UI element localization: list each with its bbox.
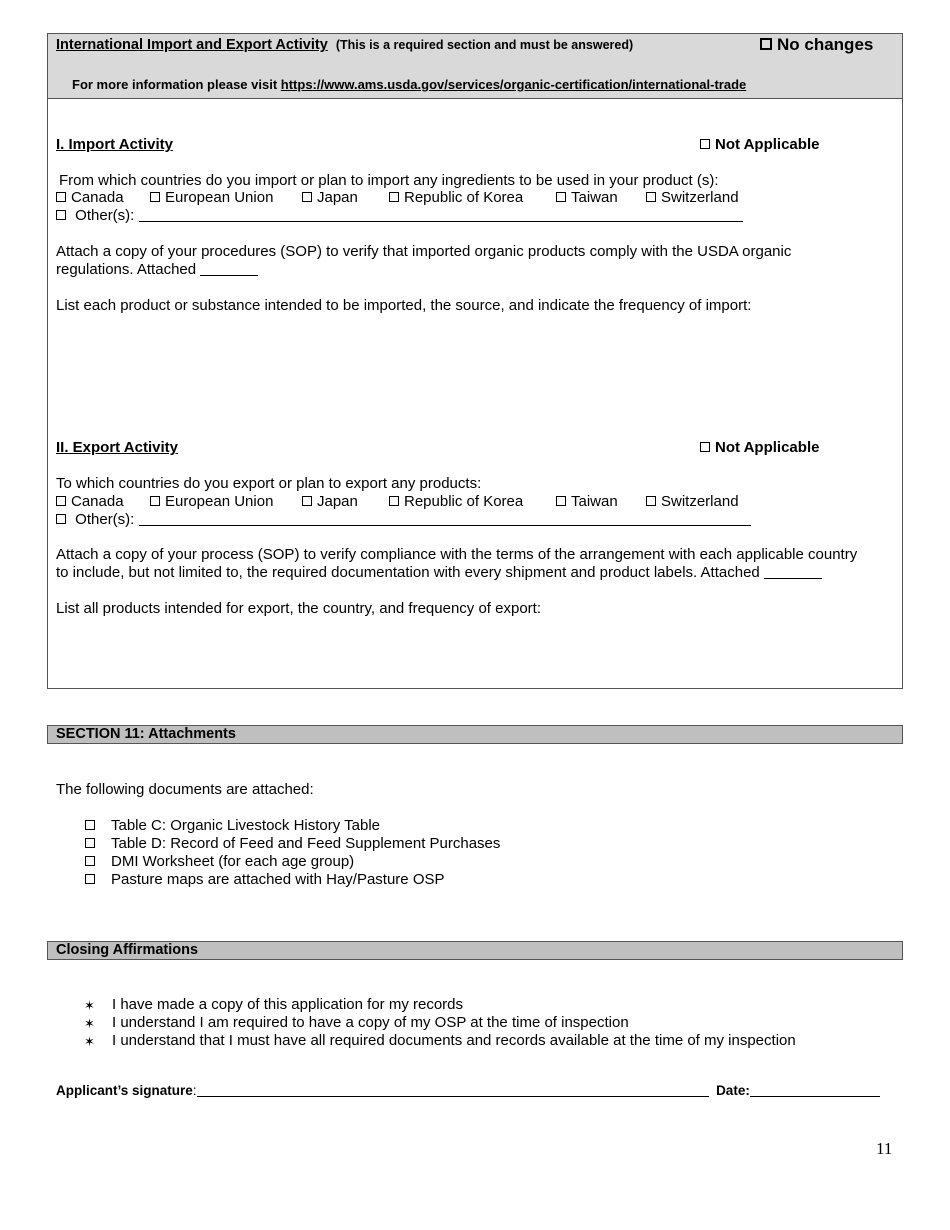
- import-title: I. Import Activity: [56, 136, 173, 153]
- import-list-area[interactable]: [56, 318, 896, 418]
- checkbox-icon: [150, 192, 160, 202]
- checkbox-icon: [302, 496, 312, 506]
- import-not-applicable-checkbox[interactable]: [700, 136, 819, 153]
- export-not-applicable-checkbox[interactable]: [700, 439, 819, 456]
- signature-field[interactable]: [197, 1084, 709, 1097]
- import-country-canada[interactable]: [56, 189, 124, 206]
- country-label: European Union: [165, 493, 274, 510]
- import-question: From which countries do you import or plan to import any ingredients to be used in your product (s):: [59, 172, 719, 189]
- import-country-japan[interactable]: [302, 189, 358, 206]
- section-title: International Import and Export Activity: [56, 37, 328, 53]
- attachment-item[interactable]: [85, 853, 354, 870]
- checkbox-icon: [646, 496, 656, 506]
- export-country-switzerland[interactable]: [646, 493, 739, 510]
- checkbox-icon: [700, 442, 710, 452]
- signature-label: Applicant’s signature: [56, 1083, 193, 1098]
- checkbox-icon[interactable]: [56, 514, 66, 524]
- export-question: To which countries do you export or plan to export any products:: [56, 475, 482, 492]
- checkbox-icon: [56, 496, 66, 506]
- export-list-area[interactable]: [56, 620, 896, 682]
- export-country-canada[interactable]: [56, 493, 124, 510]
- import-attached-field[interactable]: [200, 263, 258, 276]
- country-label: Switzerland: [661, 493, 739, 510]
- checkbox-icon: [556, 496, 566, 506]
- required-note: (This is a required section and must be answered): [335, 38, 634, 52]
- checkbox-icon: [150, 496, 160, 506]
- import-country-switzerland[interactable]: [646, 189, 739, 206]
- attachment-item[interactable]: [85, 871, 445, 888]
- date-field[interactable]: [750, 1084, 880, 1097]
- country-label: Taiwan: [571, 189, 618, 206]
- checkbox-icon: [389, 496, 399, 506]
- section-header: [56, 37, 633, 53]
- checkbox-icon[interactable]: [56, 210, 66, 220]
- country-label: Japan: [317, 189, 358, 206]
- export-list-prompt: List all products intended for export, the country, and frequency of export:: [56, 600, 542, 617]
- export-na-label: Not Applicable: [715, 439, 820, 456]
- export-other-field[interactable]: [139, 513, 751, 526]
- country-label: Japan: [317, 493, 358, 510]
- export-sop-text: to include, but not limited to, the required documentation with every shipment and product labels. Attached: [56, 564, 760, 581]
- no-changes-checkbox[interactable]: [760, 35, 873, 55]
- affirmation-item: I understand that I must have all required documents and records available at the time of my inspection: [112, 1032, 796, 1049]
- no-changes-label: No changes: [777, 35, 874, 54]
- info-prefix: For more information please visit: [72, 77, 278, 92]
- attachment-label: Pasture maps are attached with Hay/Pasture OSP: [111, 871, 445, 888]
- export-other-label: Other(s):: [75, 511, 135, 528]
- checkbox-icon: [700, 139, 710, 149]
- import-country-eu[interactable]: [150, 189, 273, 206]
- checkbox-icon: [389, 192, 399, 202]
- import-country-taiwan[interactable]: [556, 189, 618, 206]
- checkbox-icon: [760, 38, 772, 50]
- star-bullet-icon: ✶: [84, 1034, 95, 1049]
- signature-row: Applicant’s signature: Date:: [56, 1083, 880, 1098]
- checkbox-icon: [85, 874, 95, 884]
- country-label: Republic of Korea: [404, 189, 524, 206]
- affirmation-item: I understand I am required to have a copy of my OSP at the time of inspection: [112, 1014, 629, 1031]
- country-label: Republic of Korea: [404, 493, 524, 510]
- import-other-field[interactable]: [139, 209, 743, 222]
- import-list-prompt: List each product or substance intended to be imported, the source, and indicate the frequency of import:: [56, 297, 752, 314]
- import-sop-text: regulations. Attached: [56, 261, 197, 278]
- checkbox-icon: [85, 856, 95, 866]
- country-label: Taiwan: [571, 493, 618, 510]
- country-label: Switzerland: [661, 189, 739, 206]
- checkbox-icon: [302, 192, 312, 202]
- country-label: Canada: [71, 493, 124, 510]
- export-country-eu[interactable]: [150, 493, 273, 510]
- country-label: Canada: [71, 189, 124, 206]
- affirmation-item: I have made a copy of this application for my records: [112, 996, 464, 1013]
- import-other-label: Other(s):: [75, 207, 135, 224]
- import-country-korea[interactable]: [389, 189, 523, 206]
- attachments-heading: SECTION 11: Attachments: [47, 725, 903, 744]
- country-label: European Union: [165, 189, 274, 206]
- checkbox-icon: [56, 192, 66, 202]
- import-sop-line2: [56, 261, 258, 278]
- import-na-label: Not Applicable: [715, 136, 820, 153]
- star-bullet-icon: ✶: [84, 1016, 95, 1031]
- checkbox-icon: [85, 838, 95, 848]
- attachment-label: Table D: Record of Feed and Feed Supplement Purchases: [111, 835, 501, 852]
- export-attached-field[interactable]: [764, 566, 822, 579]
- export-other-row: [56, 511, 751, 528]
- attachments-intro: The following documents are attached:: [56, 781, 314, 798]
- attachment-item[interactable]: [85, 835, 500, 852]
- checkbox-icon: [646, 192, 656, 202]
- info-link[interactable]: https://www.ams.usda.gov/services/organic-certification/international-trade: [280, 77, 747, 92]
- closing-heading: Closing Affirmations: [47, 941, 903, 960]
- import-other-row: [56, 207, 743, 224]
- attachment-item[interactable]: [85, 817, 380, 834]
- export-country-japan[interactable]: [302, 493, 358, 510]
- export-country-korea[interactable]: [389, 493, 523, 510]
- export-title: II. Export Activity: [56, 439, 178, 456]
- import-sop-line1: Attach a copy of your procedures (SOP) to verify that imported organic products comply with the USDA organic: [56, 243, 792, 260]
- export-sop-line1: Attach a copy of your process (SOP) to verify compliance with the terms of the arrangement with each applicable country: [56, 546, 858, 563]
- star-bullet-icon: ✶: [84, 998, 95, 1013]
- export-sop-line2: [56, 564, 822, 581]
- page-number: 11: [876, 1139, 893, 1158]
- attachment-label: Table C: Organic Livestock History Table: [111, 817, 381, 834]
- export-country-taiwan[interactable]: [556, 493, 618, 510]
- attachment-label: DMI Worksheet (for each age group): [111, 853, 355, 870]
- checkbox-icon: [556, 192, 566, 202]
- checkbox-icon: [85, 820, 95, 830]
- info-line: [72, 77, 746, 92]
- date-label: Date:: [716, 1083, 750, 1098]
